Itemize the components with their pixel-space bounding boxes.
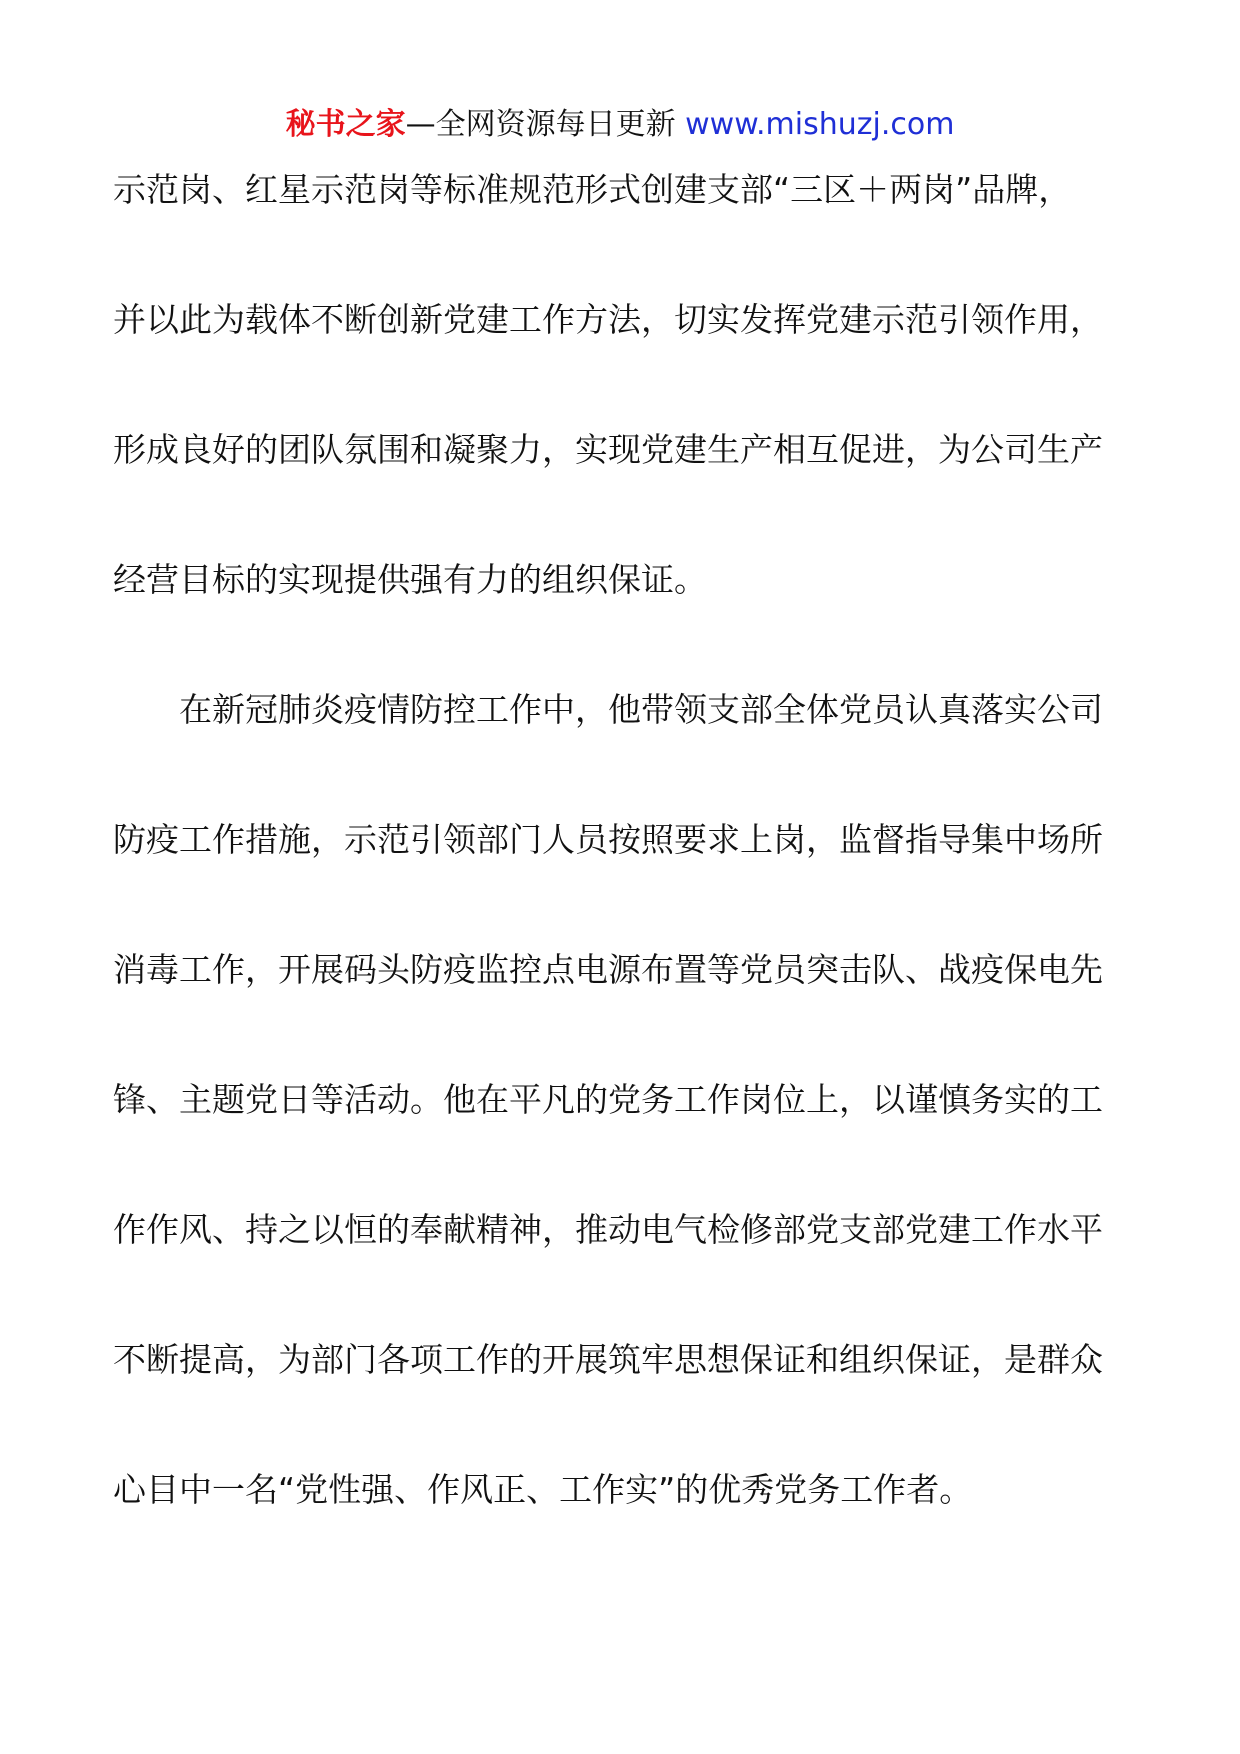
text-line: 并以此为载体不断创新党建工作方法，切实发挥党建示范引领作用， xyxy=(113,300,1103,339)
site-tagline: —全网资源每日更新 xyxy=(405,107,686,142)
text-line: 经营目标的实现提供强有力的组织保证。 xyxy=(113,560,707,599)
site-url-link[interactable]: www.mishuzj.com xyxy=(685,107,955,142)
text-line: 心目中一名“党性强、作风正、工作实”的优秀党务工作者。 xyxy=(113,1470,973,1509)
text-line: 消毒工作，开展码头防疫监控点电源布置等党员突击队、战疫保电先 xyxy=(113,950,1103,989)
text-line: 示范岗、红星示范岗等标准规范形式创建支部“三区＋两岗”品牌， xyxy=(113,170,1072,209)
text-line: 作作风、持之以恒的奉献精神，推动电气检修部党支部党建工作水平 xyxy=(113,1210,1103,1249)
text-line: 锋、主题党日等活动。他在平凡的党务工作岗位上，以谨慎务实的工 xyxy=(113,1080,1103,1119)
site-brand: 秘书之家 xyxy=(285,107,406,142)
paragraph-start-line: 在新冠肺炎疫情防控工作中，他带领支部全体党员认真落实公司 xyxy=(179,690,1103,729)
site-header xyxy=(0,100,1240,150)
document-body xyxy=(113,160,1133,1590)
text-line: 形成良好的团队氛围和凝聚力，实现党建生产相互促进，为公司生产 xyxy=(113,430,1103,469)
text-line: 不断提高，为部门各项工作的开展筑牢思想保证和组织保证，是群众 xyxy=(113,1340,1103,1379)
text-line: 防疫工作措施，示范引领部门人员按照要求上岗，监督指导集中场所 xyxy=(113,820,1103,859)
